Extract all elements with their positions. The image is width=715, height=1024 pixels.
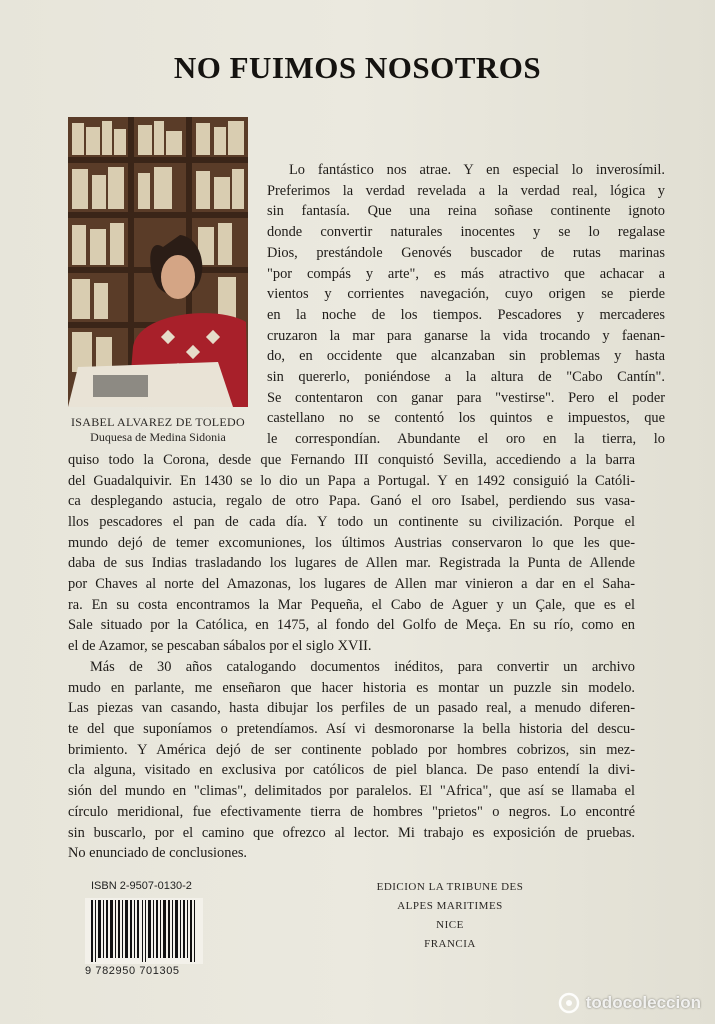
watermark <box>558 992 701 1014</box>
barcode-digits: 9 782950 701305 <box>85 965 180 977</box>
caption-name: ISABEL ALVAREZ DE TOLEDO <box>71 415 245 429</box>
text-line: cla alguna, visitado en exclusiva por católicos de piel blanca. De paso entendí la divi- <box>68 762 635 779</box>
text-line: en la noche de los tiempos. Pescadores y mercaderes <box>267 306 665 323</box>
text-line: sin buscarlo, por el camino que ofrezco al lector. Mi trabajo es exposición de pruebas. <box>68 824 635 841</box>
text-line: mudo en parlante, me enseñaron que hacer historia es montar un puzzle sin modelo. <box>68 679 635 696</box>
synopsis-paragraph-1-top <box>68 160 665 450</box>
text-line: Lo fantástico nos atrae. Y en especial lo inverosímil. <box>289 162 665 178</box>
text-line: "por compás y arte", es más atractivo que achacar a <box>267 265 665 282</box>
text-line: sin quererlo, poniéndose a la altura de "Cabo Cantín". <box>267 369 665 386</box>
text-line: sión del mundo en "climas", delimitados por paralelos. El "Africa", que así se llamaba el <box>68 783 635 800</box>
text-line: círculo meridional, fue efectivamente tierra de hombres "prietos" o negros. Lo encontré <box>68 803 635 820</box>
text-line: por Chaves al norte del Amazonas, los lugares de Allen mar vinieron a dar en el Saha- <box>68 576 635 593</box>
text-line: donde convertir naturales inocentes y se lo regalase <box>267 224 665 241</box>
synopsis-paragraph-2 <box>68 657 665 864</box>
publisher-line: FRANCIA <box>424 938 476 950</box>
text-line: ca desplegando astucia, regalo de otro Papa. Ganó el oro Isabel, perdiendo sus vasa- <box>68 493 635 510</box>
text-line: Más de 30 años catalogando documentos inéditos, para convertir un archivo <box>90 658 635 675</box>
text-line: No enunciado de conclusiones. <box>68 845 248 862</box>
text-line: Preferimos la verdad revelada a la verdad real, lógica y <box>267 182 665 199</box>
book-title: NO FUIMOS NOSOTROS <box>173 50 542 85</box>
watermark-logo-icon <box>558 992 580 1014</box>
text-line: quiso todo la Corona, desde que Fernando III conquistó Sevilla, accediendo a la barra <box>68 451 635 468</box>
text-line: daba de sus Indias trasladando los lugares de Allen mar. Registrada la Punta de Allende <box>68 555 635 572</box>
text-line: brimiento. Y América dejó de ser continente poblado por hombres cobrizos, sin mez- <box>68 741 635 758</box>
text-line: sin fantasía. Que una reina soñase continente ignoto <box>267 203 665 220</box>
text-line: le correspondían. Abundante el oro en la tierra, lo <box>267 431 665 448</box>
text-line: Las piezas van casando, hasta dibujar los perfiles de un pasado real, a menudo diferen- <box>68 700 635 717</box>
text-line: vientos y corrientes navegación, cuyo origen se pierde <box>267 286 665 303</box>
caption-subtitle: Duquesa de Medina Sidonia <box>90 430 226 444</box>
text-line: te del que suponíamos o pretendíamos. Así vi desmoronarse la bella historia del descu- <box>68 720 635 737</box>
publisher-line: EDICION LA TRIBUNE DES <box>376 881 524 893</box>
isbn-label: ISBN 2-9507-0130-2 <box>91 880 192 892</box>
text-line: do, en occidente que alcanzaban sin problemas y hasta <box>267 348 665 365</box>
text-line: cruzaron la mar para ganarse la vida trocando y faenan- <box>267 327 665 344</box>
synopsis <box>68 160 665 864</box>
watermark-text: todocoleccion <box>585 993 701 1012</box>
text-line: Se contentaron con ganar para "vestirse". Pero el poder <box>267 389 665 406</box>
publisher-line: NICE <box>436 919 464 931</box>
text-line: del Guadalquivir. En 1430 se lo dio un Papa a Portugal. Y en 1492 consiguió la Católi- <box>68 472 635 489</box>
synopsis-paragraph-1-bottom <box>68 450 665 657</box>
text-line: el de Azamor, se pescaban sábalos por el siglo XVII. <box>68 638 372 655</box>
text-line: ra. En su costa encontramos la Mar Pequeña, el Cabo de Aguer y un Çale, que es el <box>68 596 635 613</box>
text-line: Dios, prestándole Genovés buscador de rutas marinas <box>267 244 665 261</box>
text-line: llos pescadores el pan de cada día. Y todo un continente su civilización. Porque el <box>68 513 635 530</box>
publisher-line: ALPES MARITIMES <box>397 900 503 912</box>
publisher-block <box>355 878 545 954</box>
text-line: castellano no se contentó los quintos e impuestos, que <box>267 410 665 427</box>
text-line: mundo dejó de temer excomuniones, los últimos Austrias conservaron lo que les que- <box>68 534 635 551</box>
text-line: Sale situado por la Católica, en 1475, al fondo del Golfo de Meça. En su río, como en <box>68 617 635 634</box>
